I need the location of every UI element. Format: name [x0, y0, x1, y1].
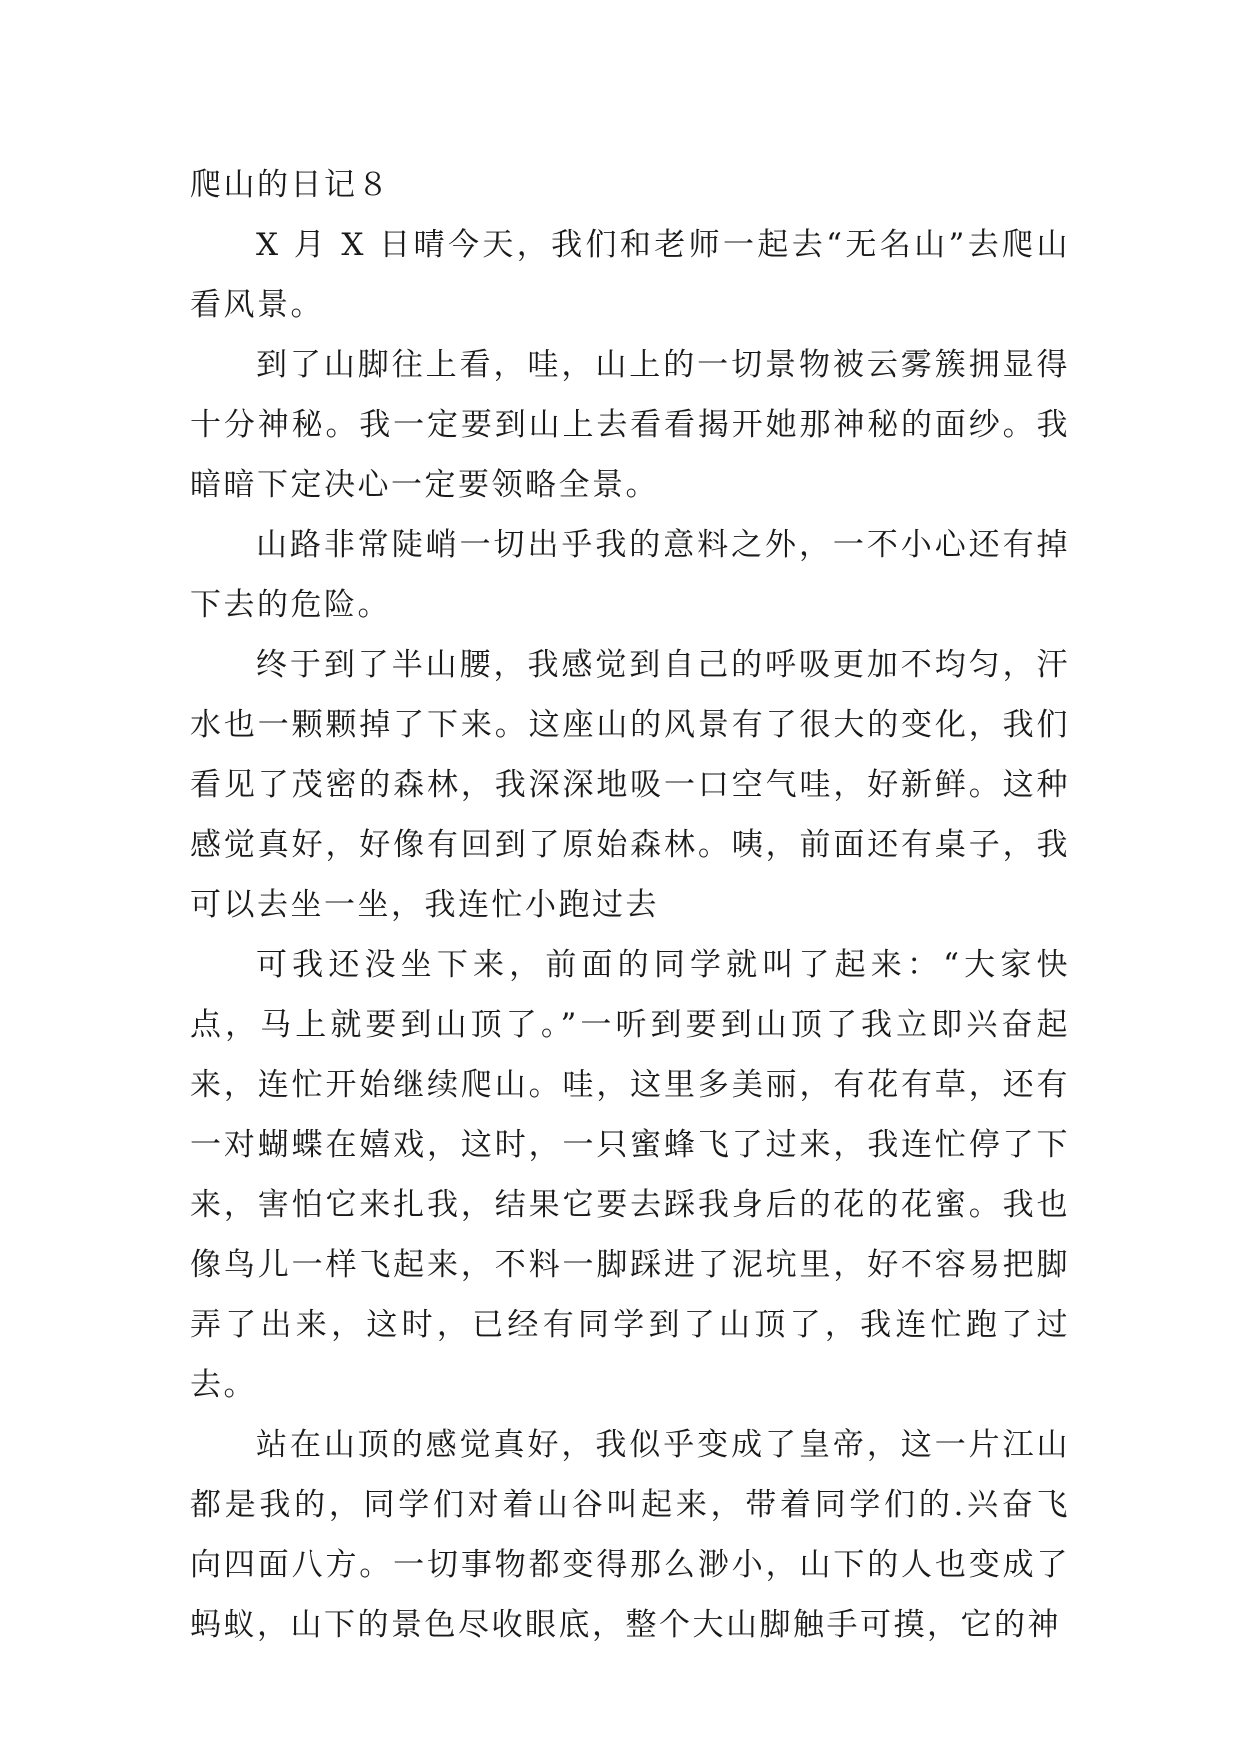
- document-title: 爬山的日记８: [190, 167, 391, 203]
- document-body: [190, 155, 1070, 1655]
- paragraph-3: 山路非常陡峭一切出乎我的意料之外，一不小心还有掉下去的危险。: [190, 527, 1070, 623]
- paragraph-4: 终于到了半山腰，我感觉到自己的呼吸更加不均匀，汗水也一颗颗掉了下来。这座山的风景有了很大的变化，我们看见了茂密的森林，我深深地吸一口空气哇，好新鲜。这种感觉真好，好像有回到了原始森林。咦，前面还有桌子，我可以去坐一坐，我连忙小跑过去: [190, 647, 1070, 923]
- paragraph-5: 可我还没坐下来，前面的同学就叫了起来：“大家快点，马上就要到山顶了。”一听到要到山顶了我立即兴奋起来，连忙开始继续爬山。哇，这里多美丽，有花有草，还有一对蝴蝶在嬉戏，这时，一只蜜蜂飞了过来，我连忙停了下来，害怕它来扎我，结果它要去踩我身后的花的花蜜。我也像鸟儿一样飞起来，不料一脚踩进了泥坑里，好不容易把脚弄了出来，这时，已经有同学到了山顶了，我连忙跑了过去。: [190, 947, 1070, 1403]
- paragraph-2: 到了山脚往上看，哇，山上的一切景物被云雾簇拥显得十分神秘。我一定要到山上去看看揭开她那神秘的面纱。我暗暗下定决心一定要领略全景。: [190, 347, 1070, 503]
- paragraph-6: 站在山顶的感觉真好，我似乎变成了皇帝，这一片江山都是我的，同学们对着山谷叫起来，带着同学们的.兴奋飞向四面八方。一切事物都变得那么渺小，山下的人也变成了蚂蚁，山下的景色尽收眼底，整个大山脚触手可摸，它的神: [190, 1427, 1070, 1643]
- paragraph-1: X 月 X 日晴今天，我们和老师一起去“无名山”去爬山看风景。: [190, 227, 1070, 323]
